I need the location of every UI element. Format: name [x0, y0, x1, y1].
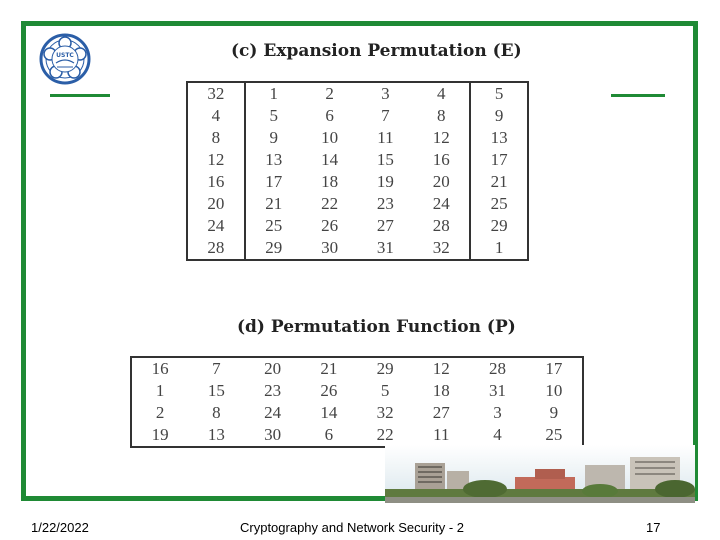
table-cell: 17: [265, 172, 283, 191]
table-cell: 8: [212, 403, 221, 422]
table-cell: 11: [377, 128, 394, 147]
table-cell: 9: [470, 105, 528, 127]
table-cell: 15: [376, 150, 394, 169]
table-cell: 8: [187, 127, 245, 149]
table-cell: 31: [489, 381, 507, 400]
table-cell: 1: [470, 237, 528, 260]
table-row: [187, 127, 528, 149]
table-cell: 21: [470, 171, 528, 193]
table-cell: 32: [432, 238, 450, 257]
table-cell: 7: [381, 106, 390, 125]
table-cell: 8: [436, 106, 446, 125]
table-cell: 9: [269, 128, 278, 147]
table-cell: 24: [187, 215, 245, 237]
table-cell: 10: [545, 381, 563, 400]
table-cell: 10: [321, 128, 339, 147]
table-cell: 20: [264, 359, 282, 378]
table-cell: 4: [493, 425, 502, 444]
table-row: [187, 215, 528, 237]
table-cell: 3: [493, 403, 502, 422]
footer-title: Cryptography and Network Security - 2: [240, 520, 464, 535]
table-cell: 29: [470, 215, 528, 237]
table-row: [187, 193, 528, 215]
table-cell: 12: [432, 128, 450, 147]
table-cell: 15: [207, 381, 225, 400]
table-cell: 4: [436, 84, 446, 103]
university-logo: [39, 33, 91, 85]
table-cell: 18: [432, 381, 450, 400]
table-row: [187, 149, 528, 171]
table-cell: 24: [432, 194, 450, 213]
table-row: [131, 380, 583, 402]
accent-rule-left: [50, 94, 110, 97]
footer-date: 1/22/2022: [31, 520, 89, 535]
table-cell: 28: [489, 359, 507, 378]
table-cell: 3: [381, 84, 390, 103]
expansion-permutation-table: [186, 81, 529, 261]
table-cell: 2: [155, 403, 165, 422]
table-cell: 14: [321, 150, 339, 169]
permutation-function-table: [130, 356, 584, 448]
table-cell: 20: [187, 193, 245, 215]
table-cell: 32: [187, 82, 245, 105]
table-cell: 13: [207, 425, 225, 444]
table-row: [187, 237, 528, 260]
table-cell: 6: [324, 425, 334, 444]
table-cell: 22: [376, 425, 394, 444]
table-cell: 12: [432, 359, 450, 378]
table-row: [131, 357, 583, 380]
table-cell: 21: [265, 194, 283, 213]
table-cell: 16: [151, 359, 169, 378]
table-cell: 9: [549, 403, 559, 422]
table-cell: 5: [269, 106, 278, 125]
table-cell: 7: [212, 359, 221, 378]
table-cell: 26: [321, 216, 339, 235]
table-cell: 17: [545, 359, 563, 378]
table-cell: 20: [432, 172, 450, 191]
table-cell: 1: [269, 84, 278, 103]
table-cell: 21: [320, 359, 338, 378]
table-cell: 30: [321, 238, 339, 257]
table-cell: 31: [376, 238, 394, 257]
table-cell: 27: [376, 216, 394, 235]
table-cell: 26: [320, 381, 338, 400]
table-cell: 25: [265, 216, 283, 235]
table-cell: 19: [376, 172, 394, 191]
table-cell: 2: [325, 84, 334, 103]
table-cell: 28: [187, 237, 245, 260]
table-cell: 5: [470, 82, 528, 105]
table-cell: 32: [376, 403, 394, 422]
table-cell: 23: [264, 381, 282, 400]
table-cell: 6: [325, 106, 334, 125]
table-cell: 25: [470, 193, 528, 215]
title-permutation-function: (d) Permutation Function (P): [237, 317, 516, 337]
table-cell: 18: [321, 172, 339, 191]
page-number: 17: [646, 520, 661, 535]
table-cell: 4: [187, 105, 245, 127]
table-row: [187, 82, 528, 105]
table-cell: 29: [376, 359, 394, 378]
table-cell: 16: [187, 171, 245, 193]
table-cell: 27: [432, 403, 450, 422]
table-cell: 19: [151, 425, 169, 444]
table-row: [131, 402, 583, 424]
table-cell: 30: [264, 425, 282, 444]
table-cell: 16: [432, 150, 450, 169]
table-cell: 11: [433, 425, 450, 444]
table-cell: 12: [187, 149, 245, 171]
table-cell: 13: [470, 127, 528, 149]
table-row: [187, 105, 528, 127]
table-cell: 5: [380, 381, 390, 400]
table-cell: 22: [321, 194, 339, 213]
table-cell: 14: [320, 403, 338, 422]
table-cell: 1: [155, 381, 165, 400]
title-expansion-permutation: (c) Expansion Permutation (E): [231, 41, 522, 61]
table-cell: 17: [470, 149, 528, 171]
svg-text:USTC: USTC: [56, 52, 74, 59]
table-cell: 13: [265, 150, 283, 169]
table-cell: 25: [545, 425, 563, 444]
table-cell: 28: [432, 216, 450, 235]
table-row: [187, 171, 528, 193]
accent-rule-right: [611, 94, 665, 97]
campus-photo: [385, 445, 695, 503]
table-cell: 23: [376, 194, 394, 213]
table-row: [131, 424, 583, 447]
table-cell: 29: [265, 238, 283, 257]
table-cell: 24: [264, 403, 282, 422]
